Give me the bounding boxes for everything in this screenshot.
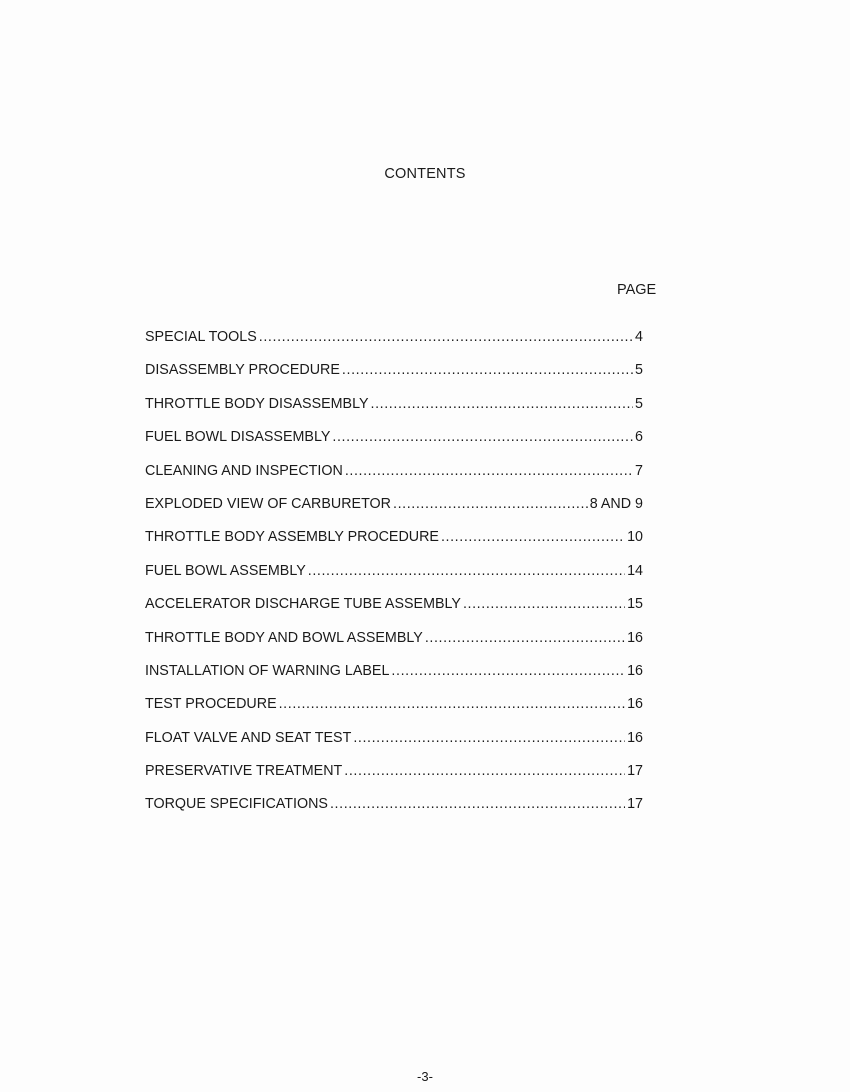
toc-entry-page: 5 (635, 395, 643, 412)
dot-leader (463, 596, 625, 612)
dot-leader (259, 329, 633, 345)
toc-entry-label: TORQUE SPECIFICATIONS (145, 796, 328, 813)
toc-entry-label: INSTALLATION OF WARNING LABEL (145, 662, 390, 679)
toc-entry (145, 630, 643, 663)
toc-entry (145, 429, 643, 462)
toc-entry (145, 396, 643, 429)
dot-leader (330, 796, 625, 812)
toc-entry-page: 5 (635, 362, 643, 379)
table-of-contents (145, 329, 643, 830)
toc-entry-page: 10 (627, 529, 643, 546)
dot-leader (353, 730, 625, 746)
toc-entry (145, 496, 643, 529)
toc-entry (145, 329, 643, 362)
dot-leader (308, 563, 625, 579)
toc-entry-label: FUEL BOWL ASSEMBLY (145, 562, 306, 579)
toc-entry-page: 16 (627, 696, 643, 713)
dot-leader (393, 496, 588, 512)
toc-entry (145, 696, 643, 729)
dot-leader (391, 663, 625, 679)
toc-entry-page: 16 (627, 629, 643, 646)
toc-entry-page: 6 (635, 429, 643, 446)
contents-title: CONTENTS (384, 166, 466, 182)
toc-entry-label: ACCELERATOR DISCHARGE TUBE ASSEMBLY (145, 596, 461, 613)
toc-entry (145, 596, 643, 629)
toc-entry-page: 7 (635, 462, 643, 479)
toc-entry (145, 796, 643, 829)
page-number: -3- (417, 1069, 433, 1084)
toc-entry-page: 17 (627, 796, 643, 813)
page-column-header: PAGE (617, 282, 657, 298)
toc-entry (145, 362, 643, 395)
dot-leader (441, 529, 625, 545)
toc-entry-label: FUEL BOWL DISASSEMBLY (145, 429, 331, 446)
toc-entry-page: 4 (635, 329, 643, 345)
toc-entry-label: SPECIAL TOOLS (145, 329, 257, 345)
toc-entry-page: 16 (627, 729, 643, 746)
toc-entry (145, 529, 643, 562)
dot-leader (371, 396, 634, 412)
toc-entry-page: 14 (627, 562, 643, 579)
dot-leader (345, 463, 633, 479)
toc-entry-label: TEST PROCEDURE (145, 696, 277, 713)
toc-entry-label: PRESERVATIVE TREATMENT (145, 763, 343, 780)
toc-entry-label: THROTTLE BODY AND BOWL ASSEMBLY (145, 629, 423, 646)
dot-leader (344, 763, 625, 779)
toc-entry-page: 17 (627, 763, 643, 780)
toc-entry (145, 563, 643, 596)
toc-entry-label: FLOAT VALVE AND SEAT TEST (145, 729, 352, 746)
toc-entry-label: THROTTLE BODY DISASSEMBLY (145, 395, 369, 412)
dot-leader (425, 630, 625, 646)
toc-entry-label: THROTTLE BODY ASSEMBLY PROCEDURE (145, 529, 439, 546)
toc-entry-page: 15 (627, 596, 643, 613)
dot-leader (279, 696, 625, 712)
toc-entry-page: 16 (627, 662, 643, 679)
toc-entry (145, 730, 643, 763)
toc-entry-label: EXPLODED VIEW OF CARBURETOR (145, 495, 391, 512)
toc-entry (145, 663, 643, 696)
dot-leader (342, 362, 633, 378)
toc-entry (145, 463, 643, 496)
toc-entry-label: DISASSEMBLY PROCEDURE (145, 362, 340, 379)
toc-entry (145, 763, 643, 796)
dot-leader (332, 429, 633, 445)
toc-entry-page: 8 AND 9 (589, 495, 643, 512)
toc-entry-label: CLEANING AND INSPECTION (145, 462, 343, 479)
